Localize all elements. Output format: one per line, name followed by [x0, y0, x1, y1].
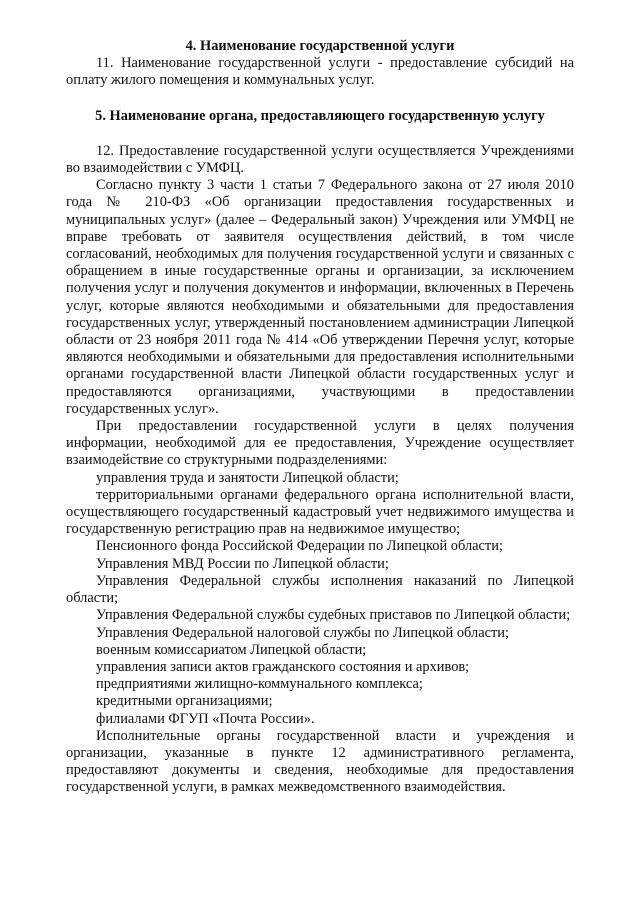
- list-item: территориальными органами федерального органа исполнительной власти, осуществляющего государственный кадастровый учет недвижимого имущества и государственную регистрацию прав на недвижимое имущество;: [66, 486, 574, 538]
- paragraph-final: Исполнительные органы государственной власти и учреждения и организации, указанные в пункте 12 административного регламента, предоставляют документы и сведения, необходимые для предоставления государственной услуги, в рамках межведомственного взаимодействия.: [66, 727, 574, 796]
- section-5-heading: 5. Наименование органа, предоставляющего государственную услугу: [95, 107, 545, 124]
- paragraph-11: 11. Наименование государственной услуги - предоставление субсидий на оплату жилого помещения и коммунальных услуг.: [66, 55, 574, 89]
- paragraph-interaction: При предоставлении государственной услуги в целях получения информации, необходимой для ее предоставления, Учреждение осуществляет взаимодействие со структурными подразделениями:: [66, 418, 574, 469]
- list-item: предприятиями жилищно-коммунального комплекса;: [96, 676, 423, 693]
- list-item: филиалами ФГУП «Почта России».: [96, 710, 315, 727]
- list-item: управления записи актов гражданского состояния и архивов;: [96, 658, 470, 675]
- list-item: Пенсионного фонда Российской Федерации по Липецкой области;: [96, 538, 503, 555]
- list-item: управления труда и занятости Липецкой области;: [96, 469, 399, 486]
- list-item: Управления МВД России по Липецкой области;: [96, 555, 389, 572]
- list-item: Управления Федеральной службы исполнения наказаний по Липецкой области;: [66, 572, 574, 607]
- structural-units-list: [66, 470, 574, 728]
- paragraph-federal-law: Согласно пункту 3 части 1 статьи 7 Федерального закона от 27 июля 2010 года № 210-ФЗ «Об организации предоставления государственных и муниципальных услуг» (далее – Федеральный закон) Учреждения или УМФЦ не вправе требовать от заявителя осуществления действий, в том числе согласований, необходимых для получения государственной услуги и связанных с обращением в иные государственные органы и организации, за исключением получения услуг и получения документов и информации, включенных в Перечень услуг, которые являются необходимыми и обязательными для предоставления государственных услуг, утвержденный постановлением администрации Липецкой области от 23 ноября 2011 года № 414 «Об утверждении Перечня услуг, которые являются необходимыми и обязательными для предоставления исполнительными органами государственной власти Липецкой области государственных услуг и предоставляются организациями, участвующими в предоставлении государственных услуг».: [66, 177, 574, 417]
- list-item: Управления Федеральной службы судебных приставов по Липецкой области;: [96, 607, 571, 624]
- list-item: кредитными организациями;: [96, 693, 273, 710]
- paragraph-12: 12. Предоставление государственной услуги осуществляется Учреждениями во взаимодействии с УМФЦ.: [66, 142, 574, 177]
- list-item: военным комиссариатом Липецкой области;: [96, 641, 367, 658]
- section-4-heading: 4. Наименование государственной услуги: [185, 38, 455, 54]
- list-item: Управления Федеральной налоговой службы по Липецкой области;: [96, 624, 509, 641]
- document-page: [66, 38, 574, 797]
